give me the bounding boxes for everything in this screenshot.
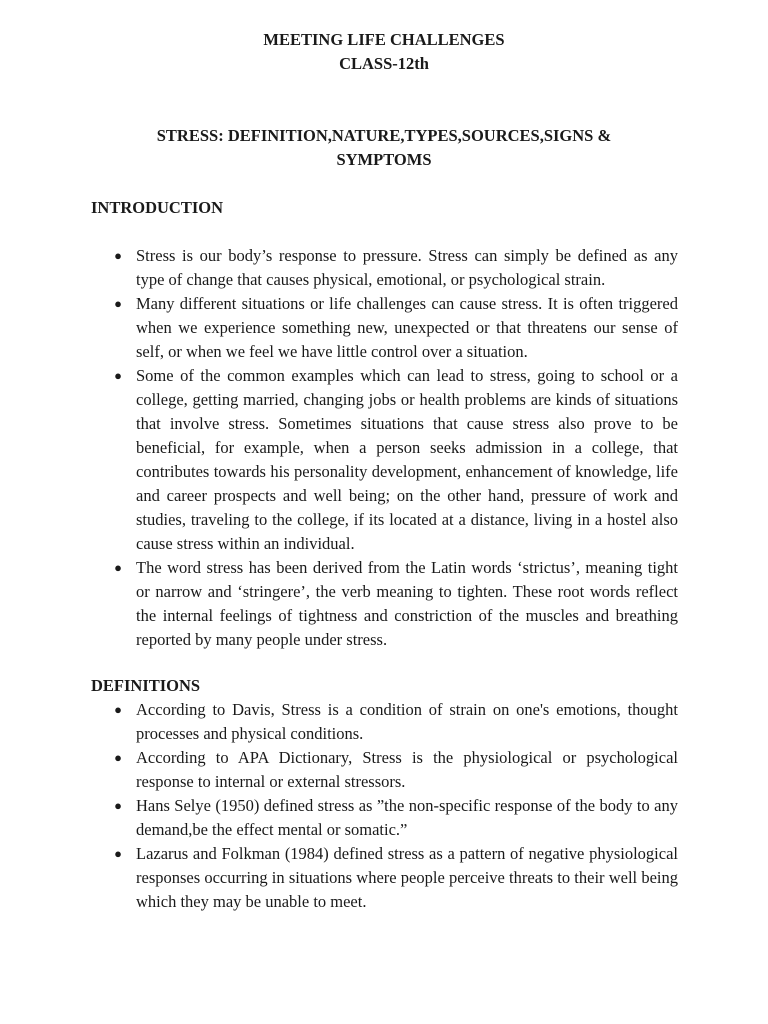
- list-item-text: Hans Selye (1950) defined stress as ”the non-specific response of the body to any demand,be the effect mental or somatic.”: [136, 796, 678, 839]
- list-item-text: Stress is our body’s response to pressure. Stress can simply be defined as any type of change that causes physical, emotional, or psychological strain.: [136, 246, 678, 289]
- list-item: [114, 794, 678, 842]
- list-item-text: According to APA Dictionary, Stress is the physiological or psychological response to internal or external stressors.: [136, 748, 678, 791]
- list-item-text: According to Davis, Stress is a condition of strain on one's emotions, thought processes and physical conditions.: [136, 700, 678, 743]
- introduction-list: [0, 244, 678, 652]
- class-label: CLASS-12th: [339, 54, 429, 73]
- bullet-icon: ●: [114, 702, 122, 717]
- introduction-heading: INTRODUCTION: [91, 198, 224, 217]
- list-item: [114, 746, 678, 794]
- bullet-icon: ●: [114, 750, 122, 765]
- bullet-icon: ●: [114, 798, 122, 813]
- list-item: [114, 556, 678, 652]
- list-item: [114, 244, 678, 292]
- list-item: [114, 292, 678, 364]
- list-item: [114, 364, 678, 556]
- document-title: MEETING LIFE CHALLENGES: [263, 30, 505, 49]
- bullet-icon: ●: [114, 846, 122, 861]
- list-item-text: The word stress has been derived from the Latin words ‘strictus’, meaning tight or narrow and ‘stringere’, the verb meaning to tighten. These root words reflect the internal feelings of tightness and constriction of the muscles and breathing reported by many people under stress.: [136, 558, 678, 649]
- definitions-list: [0, 698, 678, 914]
- topic-heading-line-1: STRESS: DEFINITION,NATURE,TYPES,SOURCES,SIGNS &: [156, 126, 612, 145]
- list-item: [114, 842, 678, 914]
- list-item: [114, 698, 678, 746]
- bullet-icon: ●: [114, 368, 122, 383]
- bullet-icon: ●: [114, 248, 122, 263]
- list-item-text: Some of the common examples which can lead to stress, going to school or a college, getting married, changing jobs or health problems are kinds of situations that involve stress. Sometimes situations that cause stress also prove to be beneficial, for example, when a person seeks admission in a college, that contributes towards his personality development, enhancement of knowledge, life and career prospects and well being; on the other hand, pressure of work and studies, traveling to the college, if its located at a distance, living in a hostel also cause stress within an individual.: [136, 366, 678, 553]
- list-item-text: Many different situations or life challenges can cause stress. It is often triggered when we experience something new, unexpected or that threatens our sense of self, or when we feel we have little control over a situation.: [136, 294, 678, 361]
- list-item-text: Lazarus and Folkman (1984) defined stress as a pattern of negative physiological responses occurring in situations where people perceive threats to their well being which they may be unable to meet.: [136, 844, 678, 911]
- bullet-icon: ●: [114, 560, 122, 575]
- bullet-icon: ●: [114, 296, 122, 311]
- definitions-heading: DEFINITIONS: [91, 676, 201, 695]
- topic-heading-line-2: SYMPTOMS: [336, 150, 432, 169]
